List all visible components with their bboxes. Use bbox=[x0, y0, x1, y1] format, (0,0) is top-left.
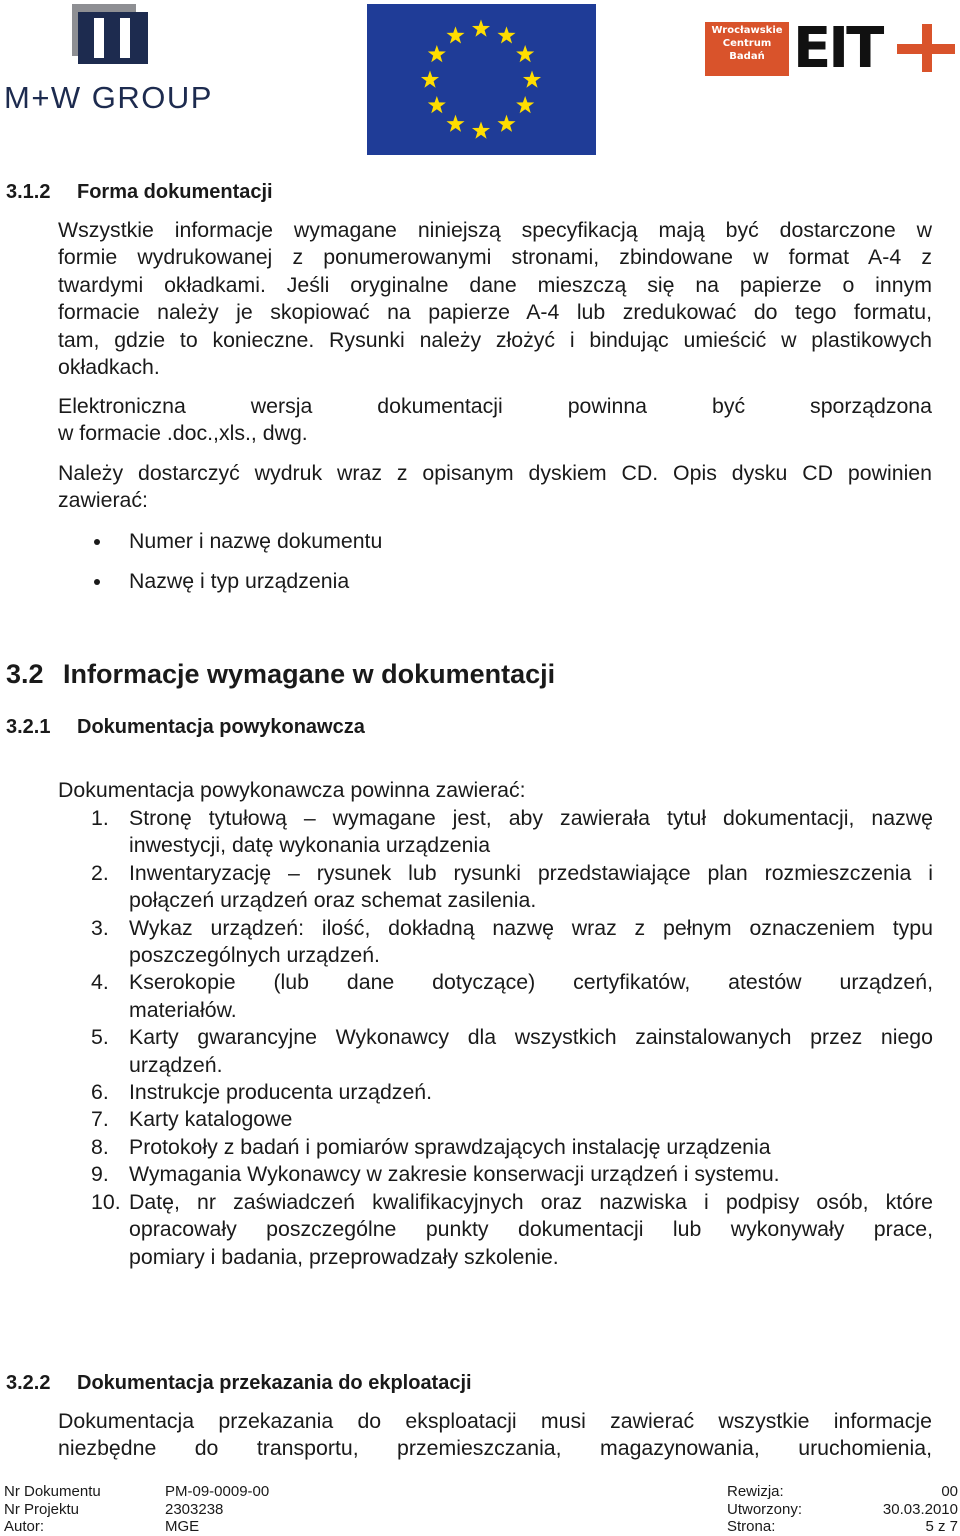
section-heading-3-2-2: 3.2.2 Dokumentacja przekazania do ekploatacji bbox=[6, 1372, 472, 1394]
eu-star-icon bbox=[497, 26, 515, 43]
list-item bbox=[0, 969, 960, 1024]
list-item bbox=[0, 1024, 960, 1079]
eit-wordmark: EIT bbox=[793, 16, 882, 81]
eu-star-icon bbox=[428, 45, 446, 62]
footer-page-value: 5 z 7 bbox=[925, 1518, 958, 1535]
list-item-number: 4. bbox=[91, 970, 109, 995]
paragraph-cd-printout: Należy dostarczyć wydruk wraz z opisanym dyskiem CD. Opis dysku CD powinien zawierać: bbox=[58, 461, 932, 513]
eu-star-icon bbox=[472, 122, 490, 139]
list-item: Nazwę i typ urządzenia bbox=[0, 568, 960, 595]
bullet-icon bbox=[94, 539, 100, 545]
list-item-text: Instrukcje producenta urządzeń. bbox=[129, 1080, 433, 1105]
list-item-number: 2. bbox=[91, 860, 109, 885]
eu-star-icon bbox=[523, 71, 541, 88]
list-item: Numer i nazwę dokumentu bbox=[0, 528, 960, 555]
wroclaw-research-centre-badge: Wrocławskie Centrum Badań bbox=[705, 22, 789, 76]
footer-created-label: Utworzony: bbox=[727, 1501, 803, 1518]
list-item bbox=[0, 915, 960, 970]
mw-logo-mark-icon bbox=[4, 4, 219, 116]
list-item-number: 5. bbox=[91, 1025, 109, 1050]
section-heading-3-2: 3.2 Informacje wymagane w dokumentacji bbox=[6, 659, 556, 689]
list-item-number: 7. bbox=[91, 1107, 109, 1132]
section-heading-3-2-1: 3.2.1 Dokumentacja powykonawcza bbox=[6, 716, 365, 738]
list-item-number: 8. bbox=[91, 1134, 109, 1159]
footer-created-value: 30.03.2010 bbox=[882, 1501, 958, 1518]
list-item-number: 9. bbox=[91, 1162, 109, 1187]
list-item bbox=[0, 860, 960, 915]
eit-plus-logo bbox=[705, 18, 955, 80]
list-item bbox=[0, 1189, 960, 1271]
eu-star-icon bbox=[472, 20, 490, 37]
eu-star-icon bbox=[516, 45, 534, 62]
paragraph-documentation-form: Wszystkie informacje wymagane niniejszą specyfikacją mają być dostarczone w formie wydrukowanej z ponumerowanymi stronami, zbindowane w format A-4 z twardymi okładkami. Jeśli oryginalne dane mieszczą się na papierze o innym formacie należy je skopiować na papierze A-4 lub zredukować do tego formatu, tam, gdzie to konieczne. Rysunki należy złożyć i bindując umieścić w plastikowych okładkach. bbox=[58, 218, 932, 380]
list-item-text: Protokoły z badań i pomiarów sprawdzających instalację urządzenia bbox=[129, 1134, 771, 1159]
footer-doc-value: PM-09-0009-00 bbox=[165, 1483, 270, 1500]
eu-star-icon bbox=[446, 26, 464, 43]
footer-page-label: Strona: bbox=[727, 1518, 776, 1535]
section-heading-3-1-2: 3.1.2 Forma dokumentacji bbox=[6, 181, 273, 203]
mw-logo-text: M+W GROUP bbox=[4, 80, 213, 115]
list-item-number: 1. bbox=[91, 806, 109, 830]
list-item-text: Karty gwarancyjne Wykonawcy dla wszystkich zainstalowanych przez niego urządzeń. bbox=[129, 1025, 933, 1077]
eu-flag-icon bbox=[367, 4, 596, 155]
footer-revision-value: 00 bbox=[941, 1483, 958, 1500]
eu-star-icon bbox=[421, 71, 439, 88]
eu-star-icon bbox=[446, 115, 464, 132]
footer-project-value: 2303238 bbox=[165, 1501, 224, 1518]
list-item-number: 6. bbox=[91, 1080, 109, 1105]
list-item-text: Karty katalogowe bbox=[129, 1107, 293, 1132]
page-footer bbox=[0, 1482, 960, 1535]
footer-author-value: MGE bbox=[165, 1518, 200, 1535]
eu-star-icon bbox=[428, 96, 446, 113]
list-item-text: Kserokopie (lub dane dotyczące) certyfikatów, atestów urządzeń, materiałów. bbox=[129, 970, 933, 1022]
list-item-text: Wykaz urządzeń: ilość, dokładną nazwę wraz z pełnym oznaczeniem typu poszczególnych urządzeń. bbox=[129, 915, 933, 968]
list-item bbox=[0, 1161, 960, 1188]
paragraph-handover: Dokumentacja przekazania do eksploatacji musi zawierać wszystkie informacje niezbędne do transportu, przemieszczania, magazynowania, uruchomienia, bbox=[58, 1409, 932, 1461]
paragraph-electronic-version: Elektroniczna wersja dokumentacji powinna być sporządzona w formacie .doc.,xls., dwg. bbox=[58, 394, 932, 446]
bullet-icon bbox=[94, 579, 100, 585]
list-item-text: Inwentaryzację – rysunek lub rysunki przedstawiające plan rozmieszczenia i połączeń urządzeń oraz schemat zasilenia. bbox=[129, 860, 933, 913]
as-built-requirements-list bbox=[0, 805, 960, 1271]
footer-revision-label: Rewizja: bbox=[727, 1483, 784, 1500]
list-item-number: 3. bbox=[91, 915, 109, 940]
eu-star-icon bbox=[497, 115, 515, 132]
footer-project-label: Nr Projektu bbox=[4, 1501, 80, 1518]
list-item bbox=[0, 805, 960, 860]
list-item bbox=[0, 1079, 960, 1106]
list-item-text: Stronę tytułową – wymagane jest, aby zawierała tytuł dokumentacji, nazwę inwestycji, datę wykonania urządzenia bbox=[129, 806, 933, 858]
eu-star-icon bbox=[516, 96, 534, 113]
list-item bbox=[0, 1106, 960, 1133]
paragraph-as-built-intro: Dokumentacja powykonawcza powinna zawierać: bbox=[58, 778, 526, 802]
mw-group-logo bbox=[4, 4, 219, 116]
list-item-number: 10. bbox=[91, 1189, 121, 1214]
list-item bbox=[0, 1134, 960, 1161]
list-item-text: Wymagania Wykonawcy w zakresie konserwacji urządzeń i systemu. bbox=[129, 1162, 780, 1187]
list-item-text: Datę, nr zaświadczeń kwalifikacyjnych oraz nazwiska i podpisy osób, które opracowały poszczególne punkty dokumentacji lub wykonywały prace, pomiary i badania, przeprowadzały szkolenie. bbox=[129, 1189, 933, 1269]
footer-doc-label: Nr Dokumentu bbox=[4, 1483, 101, 1500]
footer-author-label: Autor: bbox=[4, 1518, 45, 1535]
